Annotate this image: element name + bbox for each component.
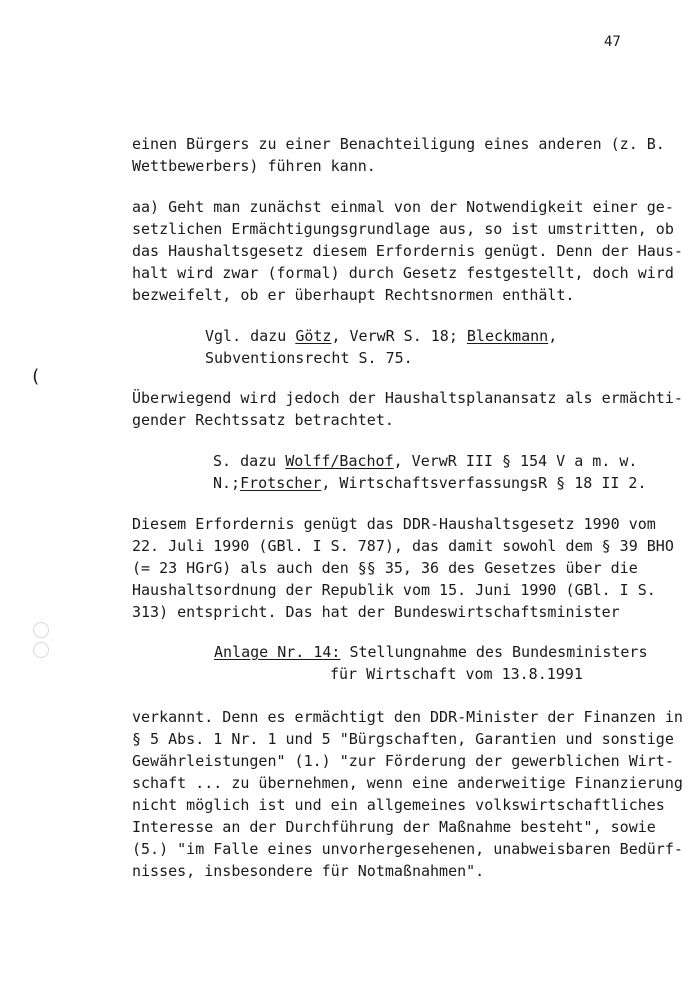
- citation-1: [205, 325, 557, 369]
- text-line: § 5 Abs. 1 Nr. 1 und 5 "Bürgschaften, Garantien und sonstige: [132, 730, 674, 748]
- page-number: 47: [604, 34, 621, 50]
- text-line: Gewährleistungen" (1.) "zur Förderung der gewerblichen Wirt-: [132, 752, 674, 770]
- text-line: halt wird zwar (formal) durch Gesetz festgestellt, doch wird: [132, 264, 674, 282]
- citation-line: S. dazu Wolff/Bachof, VerwR III § 154 V a m. w.: [213, 452, 638, 470]
- text-line: bezweifelt, ob er überhaupt Rechtsnormen enthält.: [132, 286, 575, 304]
- citation-line: Subventionsrecht S. 75.: [205, 349, 413, 367]
- text-line: 22. Juli 1990 (GBl. I S. 787), das damit sowohl dem § 39 BHO: [132, 537, 674, 555]
- text-line: 313) entspricht. Das hat der Bundeswirtschaftsminister: [132, 603, 620, 621]
- author-frotscher: Frotscher: [240, 474, 322, 492]
- text-line: (5.) "im Falle eines unvorhergesehenen, unabweisbaren Bedürf-: [132, 840, 683, 858]
- text-line: einen Bürgers zu einer Benachteiligung eines anderen (z. B.: [132, 135, 665, 153]
- annex-line: für Wirtschaft vom 13.8.1991: [330, 665, 583, 683]
- citation-line: Vgl. dazu Götz, VerwR S. 18; Bleckmann,: [205, 327, 558, 345]
- text-line: gender Rechtssatz betrachtet.: [132, 411, 394, 429]
- paragraph-3: [132, 387, 683, 431]
- author-goetz: Götz: [295, 327, 332, 345]
- paragraph-5: [132, 706, 683, 882]
- text-line: Wettbewerbers) führen kann.: [132, 157, 376, 175]
- text-line: aa) Geht man zunächst einmal von der Notwendigkeit einer ge-: [132, 198, 674, 216]
- margin-mark: (: [30, 366, 41, 387]
- paragraph-4: [132, 513, 674, 623]
- text-line: Haushaltsordnung der Republik vom 15. Juni 1990 (GBl. I S.: [132, 581, 656, 599]
- paragraph-2: [132, 196, 683, 306]
- text-line: (= 23 HGrG) als auch den §§ 35, 36 des Gesetzes über die: [132, 559, 638, 577]
- text-line: Überwiegend wird jedoch der Haushaltsplanansatz als ermächti-: [132, 389, 683, 407]
- annex-label: Anlage Nr. 14:: [214, 643, 341, 661]
- annex-line: Anlage Nr. 14: Stellungnahme des Bundesministers: [214, 643, 648, 661]
- text-line: setzlichen Ermächtigungsgrundlage aus, so ist umstritten, ob: [132, 220, 674, 238]
- text-line: das Haushaltsgesetz diesem Erfordernis genügt. Denn der Haus-: [132, 242, 683, 260]
- text-line: Interesse an der Durchführung der Maßnahme besteht", sowie: [132, 818, 656, 836]
- citation-2: [213, 450, 646, 494]
- punch-hole-icon: [33, 622, 49, 638]
- annex-reference: [214, 641, 647, 685]
- text-line: nisses, insbesondere für Notmaßnahmen".: [132, 862, 485, 880]
- paragraph-1: [132, 133, 665, 177]
- author-bleckmann: Bleckmann: [466, 327, 549, 345]
- text-line: verkannt. Denn es ermächtigt den DDR-Minister der Finanzen in: [132, 708, 683, 726]
- citation-line: N.;Frotscher, WirtschaftsverfassungsR § 18 II 2.: [213, 474, 647, 492]
- text-line: schaft ... zu übernehmen, wenn eine anderweitige Finanzierung: [132, 774, 683, 792]
- text-line: nicht möglich ist und ein allgemeines volkswirtschaftliches: [132, 796, 665, 814]
- punch-hole-icon: [33, 642, 49, 658]
- author-wolff-bachof: Wolff/Bachof: [285, 452, 394, 470]
- text-line: Diesem Erfordernis genügt das DDR-Haushaltsgesetz 1990 vom: [132, 515, 656, 533]
